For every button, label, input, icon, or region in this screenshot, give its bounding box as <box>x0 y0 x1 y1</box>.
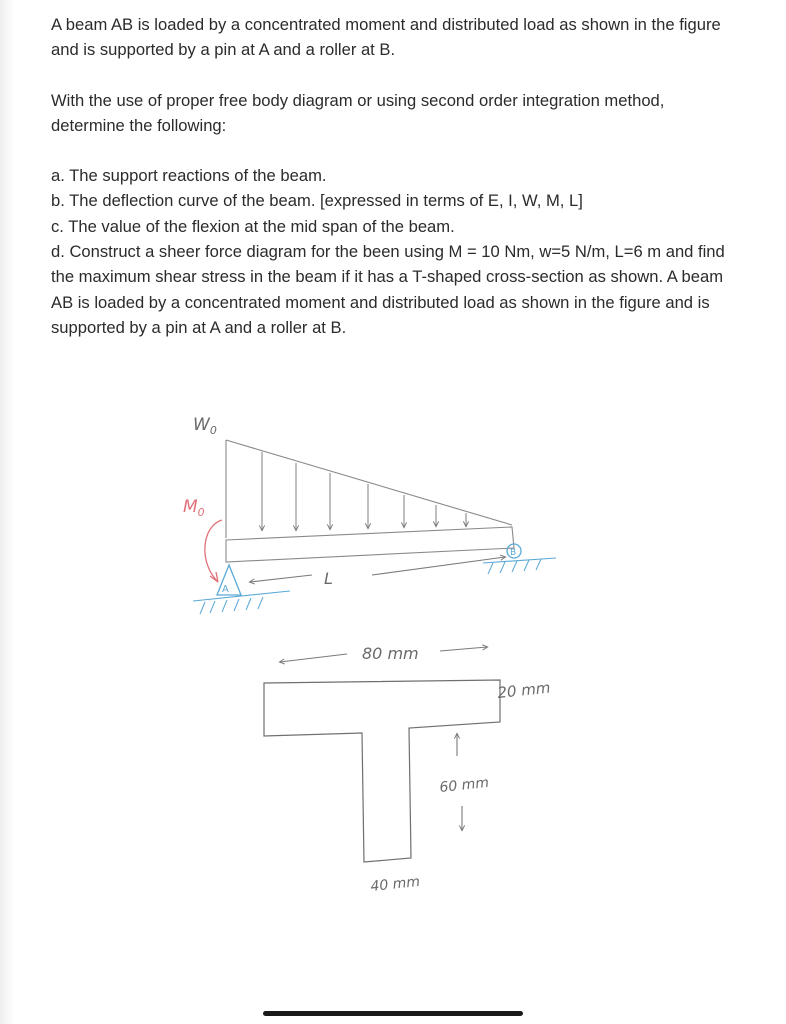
distributed-load <box>226 440 512 538</box>
moment-label: $M_0$ <box>183 497 205 519</box>
support-a-label: A <box>222 584 229 595</box>
item-c: c. The value of the flexion at the mid span of the beam. <box>51 216 455 236</box>
home-indicator[interactable] <box>263 1011 523 1016</box>
flange-thickness-label: 20 mm <box>496 678 552 702</box>
span-dimension <box>250 557 505 582</box>
flange-width-label: 80 mm <box>362 644 419 663</box>
t-section <box>264 680 500 862</box>
item-d: d. Construct a sheer force diagram for the been using M = 10 Nm, w=5 N/m, L=6 m and find the maximum shear stress in the beam if it has a T-shaped cross-section as shown. A beam AB is loaded by a concentrated moment and distributed load as shown in the figure and is supported by a pin at A and a roller at B. <box>51 242 725 337</box>
item-a: a. The support reactions of the beam. <box>51 166 327 186</box>
load-top-edge <box>226 440 512 525</box>
section-dimensions <box>280 647 487 830</box>
support-b-label: B <box>510 548 517 558</box>
span-label: L <box>324 569 333 588</box>
item-b: b. The deflection curve of the beam. [expressed in terms of E, I, W, M, L] <box>51 191 583 211</box>
beam <box>226 527 517 562</box>
pin-support-a <box>193 565 290 614</box>
web-width-label: 40 mm <box>369 873 421 895</box>
moment-arrow <box>205 520 222 582</box>
load-label: $W_0$ <box>193 415 217 437</box>
web-height-label: 60 mm <box>438 774 490 796</box>
problem-instruction: With the use of proper free body diagram or using second order integration method, determine the following: <box>51 90 665 135</box>
problem-intro: A beam AB is loaded by a concentrated moment and distributed load as shown in the figure and is supported by a pin at A and a roller at B. <box>51 15 721 60</box>
